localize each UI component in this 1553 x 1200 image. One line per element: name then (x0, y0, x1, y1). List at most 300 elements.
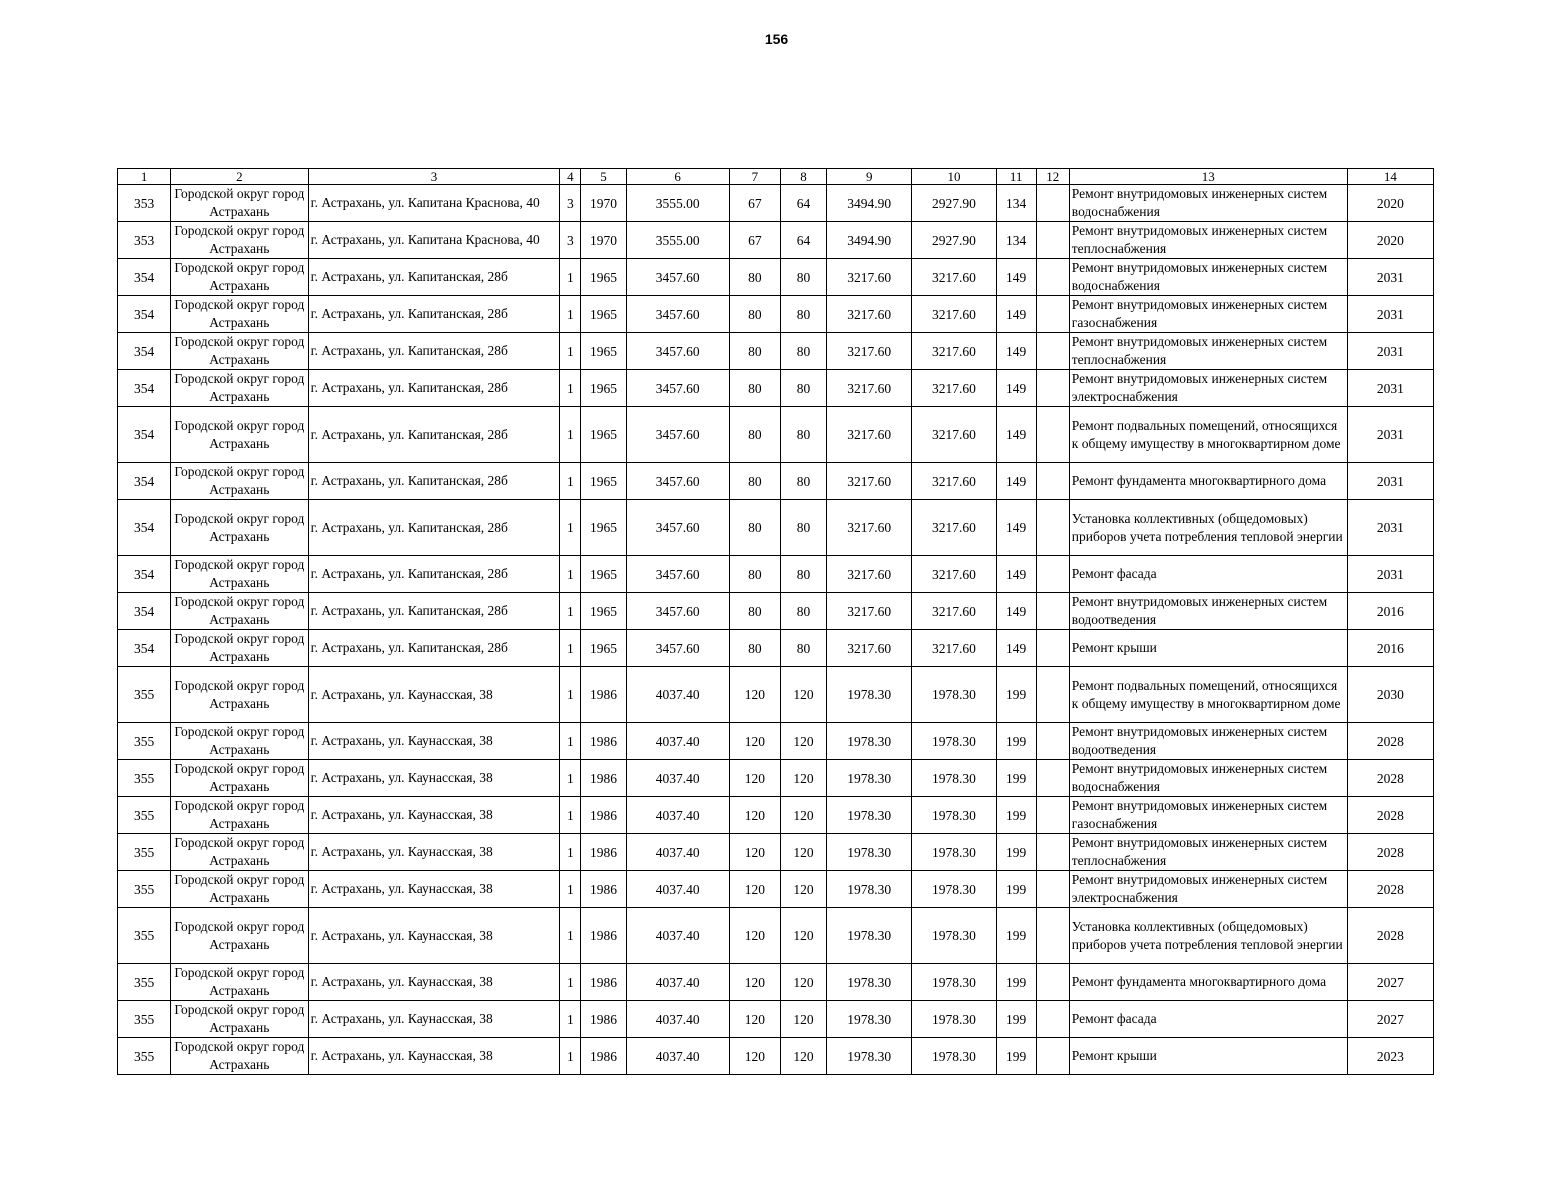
cell-registered-count: 199 (996, 667, 1036, 723)
cell-work-type: Ремонт внутридомовых инженерных систем теплоснабжения (1069, 333, 1347, 370)
cell-col-12 (1036, 723, 1069, 760)
cell-total-area: 4037.40 (626, 1038, 729, 1075)
cell-residents: 80 (780, 370, 826, 407)
cell-col-12 (1036, 259, 1069, 296)
cell-address: г. Астрахань, ул. Каунасская, 38 (308, 1001, 560, 1038)
column-header-1: 1 (118, 169, 171, 185)
column-header-4: 4 (560, 169, 581, 185)
header-row (118, 169, 1434, 185)
cell-residents: 80 (780, 259, 826, 296)
table-row (118, 760, 1434, 797)
cell-apartments: 67 (729, 222, 780, 259)
cell-address: г. Астрахань, ул. Капитанская, 28б (308, 296, 560, 333)
cell-apartments: 80 (729, 333, 780, 370)
column-header-7: 7 (729, 169, 780, 185)
cell-col-12 (1036, 871, 1069, 908)
cell-row-number: 355 (118, 834, 171, 871)
cell-building-count: 1 (560, 556, 581, 593)
table-row (118, 667, 1434, 723)
cell-apartments: 120 (729, 723, 780, 760)
cell-address: г. Астрахань, ул. Каунасская, 38 (308, 723, 560, 760)
cell-municipality: Городской округ город Астрахань (171, 797, 308, 834)
table-row (118, 556, 1434, 593)
cell-total-area: 4037.40 (626, 834, 729, 871)
cell-col-12 (1036, 500, 1069, 556)
cell-residents: 120 (780, 723, 826, 760)
cell-registered-count: 134 (996, 185, 1036, 222)
cell-col-12 (1036, 834, 1069, 871)
cell-year-built: 1986 (581, 1001, 626, 1038)
cell-residential-area: 2927.90 (912, 185, 996, 222)
cell-residents: 120 (780, 1038, 826, 1075)
cell-residents: 64 (780, 185, 826, 222)
cell-municipality: Городской округ город Астрахань (171, 723, 308, 760)
table-row (118, 370, 1434, 407)
cell-work-type: Ремонт фундамента многоквартирного дома (1069, 964, 1347, 1001)
cell-municipality: Городской округ город Астрахань (171, 760, 308, 797)
table-row (118, 222, 1434, 259)
cell-municipality: Городской округ город Астрахань (171, 556, 308, 593)
cell-registered-count: 199 (996, 964, 1036, 1001)
cell-registered-count: 199 (996, 871, 1036, 908)
cell-residential-area: 2927.90 (912, 222, 996, 259)
cell-residents: 120 (780, 667, 826, 723)
cell-col-12 (1036, 630, 1069, 667)
cell-municipality: Городской округ город Астрахань (171, 964, 308, 1001)
cell-year: 2031 (1347, 259, 1433, 296)
cell-year: 2016 (1347, 593, 1433, 630)
cell-row-number: 355 (118, 1038, 171, 1075)
cell-year-built: 1986 (581, 871, 626, 908)
cell-work-type: Ремонт крыши (1069, 1038, 1347, 1075)
cell-residential-area: 3217.60 (912, 500, 996, 556)
cell-address: г. Астрахань, ул. Каунасская, 38 (308, 760, 560, 797)
cell-col-12 (1036, 964, 1069, 1001)
cell-residential-area: 3217.60 (912, 333, 996, 370)
cell-residents: 80 (780, 630, 826, 667)
cell-apartments: 80 (729, 630, 780, 667)
cell-apartments: 120 (729, 797, 780, 834)
cell-residential-area: 1978.30 (912, 834, 996, 871)
cell-col-12 (1036, 556, 1069, 593)
cell-year-built: 1986 (581, 760, 626, 797)
cell-total-area: 3457.60 (626, 296, 729, 333)
cell-residential-area: 1978.30 (912, 1001, 996, 1038)
cell-year-built: 1986 (581, 723, 626, 760)
cell-residential-area: 1978.30 (912, 908, 996, 964)
cell-work-type: Ремонт внутридомовых инженерных систем водоотведения (1069, 723, 1347, 760)
cell-residents: 120 (780, 871, 826, 908)
cell-residents: 120 (780, 834, 826, 871)
cell-municipality: Городской округ город Астрахань (171, 259, 308, 296)
cell-residents: 120 (780, 1001, 826, 1038)
cell-address: г. Астрахань, ул. Каунасская, 38 (308, 667, 560, 723)
cell-col-12 (1036, 593, 1069, 630)
cell-year-built: 1986 (581, 834, 626, 871)
cell-living-area: 1978.30 (827, 667, 912, 723)
cell-total-area: 3457.60 (626, 407, 729, 463)
table-row (118, 185, 1434, 222)
cell-row-number: 355 (118, 908, 171, 964)
cell-address: г. Астрахань, ул. Капитанская, 28б (308, 370, 560, 407)
cell-apartments: 67 (729, 185, 780, 222)
cell-registered-count: 149 (996, 259, 1036, 296)
cell-living-area: 3217.60 (827, 259, 912, 296)
cell-work-type: Ремонт внутридомовых инженерных систем водоотведения (1069, 593, 1347, 630)
cell-municipality: Городской округ город Астрахань (171, 834, 308, 871)
cell-living-area: 3494.90 (827, 185, 912, 222)
cell-municipality: Городской округ город Астрахань (171, 333, 308, 370)
cell-work-type: Ремонт подвальных помещений, относящихся к общему имуществу в многоквартирном доме (1069, 407, 1347, 463)
cell-col-12 (1036, 370, 1069, 407)
cell-municipality: Городской округ город Астрахань (171, 593, 308, 630)
cell-work-type: Ремонт внутридомовых инженерных систем газоснабжения (1069, 296, 1347, 333)
cell-year-built: 1965 (581, 500, 626, 556)
cell-apartments: 80 (729, 593, 780, 630)
cell-total-area: 4037.40 (626, 797, 729, 834)
cell-registered-count: 149 (996, 370, 1036, 407)
cell-row-number: 354 (118, 333, 171, 370)
cell-year-built: 1986 (581, 1038, 626, 1075)
cell-building-count: 1 (560, 797, 581, 834)
cell-registered-count: 134 (996, 222, 1036, 259)
cell-work-type: Ремонт внутридомовых инженерных систем водоснабжения (1069, 259, 1347, 296)
cell-row-number: 355 (118, 964, 171, 1001)
cell-col-12 (1036, 185, 1069, 222)
cell-col-12 (1036, 407, 1069, 463)
cell-building-count: 1 (560, 370, 581, 407)
column-header-6: 6 (626, 169, 729, 185)
cell-living-area: 3217.60 (827, 500, 912, 556)
column-header-10: 10 (912, 169, 996, 185)
cell-living-area: 3217.60 (827, 630, 912, 667)
cell-row-number: 354 (118, 370, 171, 407)
cell-residents: 80 (780, 593, 826, 630)
cell-year: 2028 (1347, 834, 1433, 871)
cell-apartments: 80 (729, 556, 780, 593)
cell-building-count: 1 (560, 834, 581, 871)
cell-living-area: 3217.60 (827, 407, 912, 463)
cell-apartments: 120 (729, 1038, 780, 1075)
cell-work-type: Ремонт фундамента многоквартирного дома (1069, 463, 1347, 500)
cell-year: 2030 (1347, 667, 1433, 723)
cell-address: г. Астрахань, ул. Капитанская, 28б (308, 500, 560, 556)
cell-work-type: Установка коллективных (общедомовых) приборов учета потребления тепловой энергии (1069, 908, 1347, 964)
cell-residential-area: 3217.60 (912, 296, 996, 333)
cell-building-count: 3 (560, 222, 581, 259)
cell-total-area: 4037.40 (626, 667, 729, 723)
cell-address: г. Астрахань, ул. Каунасская, 38 (308, 797, 560, 834)
table-row (118, 797, 1434, 834)
cell-year: 2027 (1347, 1001, 1433, 1038)
cell-living-area: 3217.60 (827, 556, 912, 593)
cell-residential-area: 3217.60 (912, 259, 996, 296)
cell-registered-count: 199 (996, 723, 1036, 760)
cell-living-area: 3217.60 (827, 370, 912, 407)
cell-residential-area: 1978.30 (912, 723, 996, 760)
cell-apartments: 120 (729, 964, 780, 1001)
cell-municipality: Городской округ город Астрахань (171, 296, 308, 333)
cell-work-type: Ремонт внутридомовых инженерных систем электроснабжения (1069, 871, 1347, 908)
repair-schedule-table (117, 168, 1434, 1075)
cell-apartments: 120 (729, 1001, 780, 1038)
cell-residential-area: 1978.30 (912, 1038, 996, 1075)
cell-residential-area: 3217.60 (912, 370, 996, 407)
column-header-14: 14 (1347, 169, 1433, 185)
cell-living-area: 1978.30 (827, 871, 912, 908)
cell-year-built: 1965 (581, 259, 626, 296)
table-row (118, 333, 1434, 370)
cell-residents: 120 (780, 964, 826, 1001)
cell-address: г. Астрахань, ул. Каунасская, 38 (308, 834, 560, 871)
cell-municipality: Городской округ город Астрахань (171, 500, 308, 556)
cell-total-area: 3457.60 (626, 370, 729, 407)
cell-residential-area: 1978.30 (912, 760, 996, 797)
cell-total-area: 3457.60 (626, 630, 729, 667)
cell-building-count: 3 (560, 185, 581, 222)
cell-total-area: 3555.00 (626, 222, 729, 259)
cell-living-area: 3217.60 (827, 296, 912, 333)
cell-municipality: Городской округ город Астрахань (171, 908, 308, 964)
cell-municipality: Городской округ город Астрахань (171, 185, 308, 222)
cell-apartments: 80 (729, 259, 780, 296)
cell-row-number: 353 (118, 222, 171, 259)
cell-address: г. Астрахань, ул. Капитанская, 28б (308, 407, 560, 463)
cell-address: г. Астрахань, ул. Каунасская, 38 (308, 964, 560, 1001)
cell-living-area: 1978.30 (827, 834, 912, 871)
cell-municipality: Городской округ город Астрахань (171, 463, 308, 500)
cell-registered-count: 149 (996, 463, 1036, 500)
cell-residents: 80 (780, 407, 826, 463)
cell-living-area: 1978.30 (827, 797, 912, 834)
cell-living-area: 1978.30 (827, 723, 912, 760)
cell-year-built: 1970 (581, 185, 626, 222)
cell-total-area: 4037.40 (626, 964, 729, 1001)
cell-work-type: Ремонт внутридомовых инженерных систем водоснабжения (1069, 185, 1347, 222)
table-row (118, 834, 1434, 871)
cell-col-12 (1036, 667, 1069, 723)
cell-total-area: 3457.60 (626, 333, 729, 370)
column-header-9: 9 (827, 169, 912, 185)
cell-work-type: Ремонт внутридомовых инженерных систем теплоснабжения (1069, 222, 1347, 259)
cell-year-built: 1965 (581, 630, 626, 667)
cell-registered-count: 199 (996, 1038, 1036, 1075)
cell-building-count: 1 (560, 1001, 581, 1038)
cell-address: г. Астрахань, ул. Капитана Краснова, 40 (308, 222, 560, 259)
cell-row-number: 354 (118, 463, 171, 500)
cell-building-count: 1 (560, 1038, 581, 1075)
cell-year-built: 1965 (581, 333, 626, 370)
cell-total-area: 4037.40 (626, 871, 729, 908)
cell-apartments: 120 (729, 760, 780, 797)
cell-year: 2028 (1347, 908, 1433, 964)
cell-year-built: 1965 (581, 370, 626, 407)
cell-address: г. Астрахань, ул. Капитанская, 28б (308, 593, 560, 630)
cell-year-built: 1965 (581, 556, 626, 593)
cell-living-area: 1978.30 (827, 908, 912, 964)
cell-address: г. Астрахань, ул. Капитанская, 28б (308, 463, 560, 500)
cell-residential-area: 3217.60 (912, 556, 996, 593)
cell-municipality: Городской округ город Астрахань (171, 1038, 308, 1075)
cell-year: 2023 (1347, 1038, 1433, 1075)
cell-registered-count: 199 (996, 908, 1036, 964)
cell-work-type: Ремонт фасада (1069, 1001, 1347, 1038)
cell-total-area: 3555.00 (626, 185, 729, 222)
cell-total-area: 3457.60 (626, 593, 729, 630)
cell-row-number: 354 (118, 296, 171, 333)
cell-municipality: Городской округ город Астрахань (171, 630, 308, 667)
cell-residents: 64 (780, 222, 826, 259)
cell-year-built: 1986 (581, 908, 626, 964)
cell-living-area: 1978.30 (827, 760, 912, 797)
cell-building-count: 1 (560, 296, 581, 333)
cell-row-number: 355 (118, 797, 171, 834)
cell-work-type: Ремонт внутридомовых инженерных систем теплоснабжения (1069, 834, 1347, 871)
cell-living-area: 3217.60 (827, 593, 912, 630)
cell-building-count: 1 (560, 760, 581, 797)
cell-year: 2031 (1347, 370, 1433, 407)
cell-municipality: Городской округ город Астрахань (171, 871, 308, 908)
cell-work-type: Ремонт подвальных помещений, относящихся к общему имуществу в многоквартирном доме (1069, 667, 1347, 723)
cell-year-built: 1965 (581, 407, 626, 463)
table-row (118, 908, 1434, 964)
cell-residential-area: 3217.60 (912, 593, 996, 630)
cell-residents: 80 (780, 500, 826, 556)
cell-row-number: 355 (118, 723, 171, 760)
cell-year-built: 1965 (581, 463, 626, 500)
cell-address: г. Астрахань, ул. Капитанская, 28б (308, 333, 560, 370)
cell-total-area: 4037.40 (626, 908, 729, 964)
table-row (118, 723, 1434, 760)
cell-year: 2031 (1347, 296, 1433, 333)
table-row (118, 500, 1434, 556)
cell-col-12 (1036, 760, 1069, 797)
cell-year: 2031 (1347, 556, 1433, 593)
cell-living-area: 1978.30 (827, 1038, 912, 1075)
cell-apartments: 80 (729, 296, 780, 333)
cell-col-12 (1036, 908, 1069, 964)
cell-residents: 120 (780, 797, 826, 834)
cell-registered-count: 149 (996, 593, 1036, 630)
cell-residential-area: 3217.60 (912, 463, 996, 500)
table-row (118, 463, 1434, 500)
page-number: 156 (764, 31, 789, 47)
cell-work-type: Ремонт крыши (1069, 630, 1347, 667)
cell-residents: 120 (780, 760, 826, 797)
cell-building-count: 1 (560, 908, 581, 964)
cell-living-area: 3217.60 (827, 333, 912, 370)
column-header-2: 2 (171, 169, 308, 185)
table-row (118, 630, 1434, 667)
cell-building-count: 1 (560, 667, 581, 723)
cell-apartments: 120 (729, 834, 780, 871)
cell-building-count: 1 (560, 500, 581, 556)
cell-total-area: 4037.40 (626, 1001, 729, 1038)
cell-year-built: 1986 (581, 797, 626, 834)
cell-building-count: 1 (560, 964, 581, 1001)
cell-residential-area: 3217.60 (912, 407, 996, 463)
cell-row-number: 355 (118, 871, 171, 908)
cell-residential-area: 1978.30 (912, 797, 996, 834)
cell-year: 2028 (1347, 871, 1433, 908)
cell-address: г. Астрахань, ул. Капитанская, 28б (308, 259, 560, 296)
cell-row-number: 354 (118, 630, 171, 667)
cell-residential-area: 3217.60 (912, 630, 996, 667)
cell-year-built: 1970 (581, 222, 626, 259)
cell-apartments: 120 (729, 667, 780, 723)
cell-apartments: 120 (729, 871, 780, 908)
cell-col-12 (1036, 463, 1069, 500)
cell-building-count: 1 (560, 871, 581, 908)
cell-col-12 (1036, 333, 1069, 370)
cell-total-area: 3457.60 (626, 500, 729, 556)
cell-col-12 (1036, 797, 1069, 834)
cell-year-built: 1986 (581, 667, 626, 723)
cell-municipality: Городской округ город Астрахань (171, 667, 308, 723)
cell-living-area: 3494.90 (827, 222, 912, 259)
cell-registered-count: 199 (996, 1001, 1036, 1038)
cell-apartments: 120 (729, 908, 780, 964)
cell-address: г. Астрахань, ул. Каунасская, 38 (308, 908, 560, 964)
table-row (118, 1038, 1434, 1075)
cell-registered-count: 199 (996, 760, 1036, 797)
cell-apartments: 80 (729, 500, 780, 556)
column-header-8: 8 (780, 169, 826, 185)
cell-row-number: 354 (118, 556, 171, 593)
cell-building-count: 1 (560, 259, 581, 296)
cell-col-12 (1036, 296, 1069, 333)
cell-col-12 (1036, 222, 1069, 259)
cell-residents: 120 (780, 908, 826, 964)
cell-work-type: Ремонт внутридомовых инженерных систем газоснабжения (1069, 797, 1347, 834)
cell-work-type: Ремонт фасада (1069, 556, 1347, 593)
column-header-13: 13 (1069, 169, 1347, 185)
cell-row-number: 354 (118, 259, 171, 296)
cell-building-count: 1 (560, 593, 581, 630)
cell-municipality: Городской округ город Астрахань (171, 1001, 308, 1038)
cell-total-area: 3457.60 (626, 556, 729, 593)
cell-building-count: 1 (560, 407, 581, 463)
cell-address: г. Астрахань, ул. Каунасская, 38 (308, 871, 560, 908)
table-row (118, 259, 1434, 296)
cell-registered-count: 149 (996, 556, 1036, 593)
cell-building-count: 1 (560, 463, 581, 500)
cell-registered-count: 149 (996, 630, 1036, 667)
column-header-11: 11 (996, 169, 1036, 185)
cell-building-count: 1 (560, 630, 581, 667)
cell-residential-area: 1978.30 (912, 964, 996, 1001)
cell-year-built: 1986 (581, 964, 626, 1001)
cell-address: г. Астрахань, ул. Капитана Краснова, 40 (308, 185, 560, 222)
cell-apartments: 80 (729, 407, 780, 463)
cell-year: 2031 (1347, 463, 1433, 500)
cell-year: 2020 (1347, 185, 1433, 222)
table-row (118, 871, 1434, 908)
cell-year: 2031 (1347, 407, 1433, 463)
cell-residential-area: 1978.30 (912, 667, 996, 723)
cell-residential-area: 1978.30 (912, 871, 996, 908)
cell-row-number: 354 (118, 593, 171, 630)
cell-col-12 (1036, 1038, 1069, 1075)
cell-living-area: 1978.30 (827, 964, 912, 1001)
column-header-3: 3 (308, 169, 560, 185)
cell-municipality: Городской округ город Астрахань (171, 407, 308, 463)
cell-year: 2027 (1347, 964, 1433, 1001)
cell-building-count: 1 (560, 723, 581, 760)
cell-residents: 80 (780, 556, 826, 593)
table-row (118, 296, 1434, 333)
cell-registered-count: 199 (996, 797, 1036, 834)
